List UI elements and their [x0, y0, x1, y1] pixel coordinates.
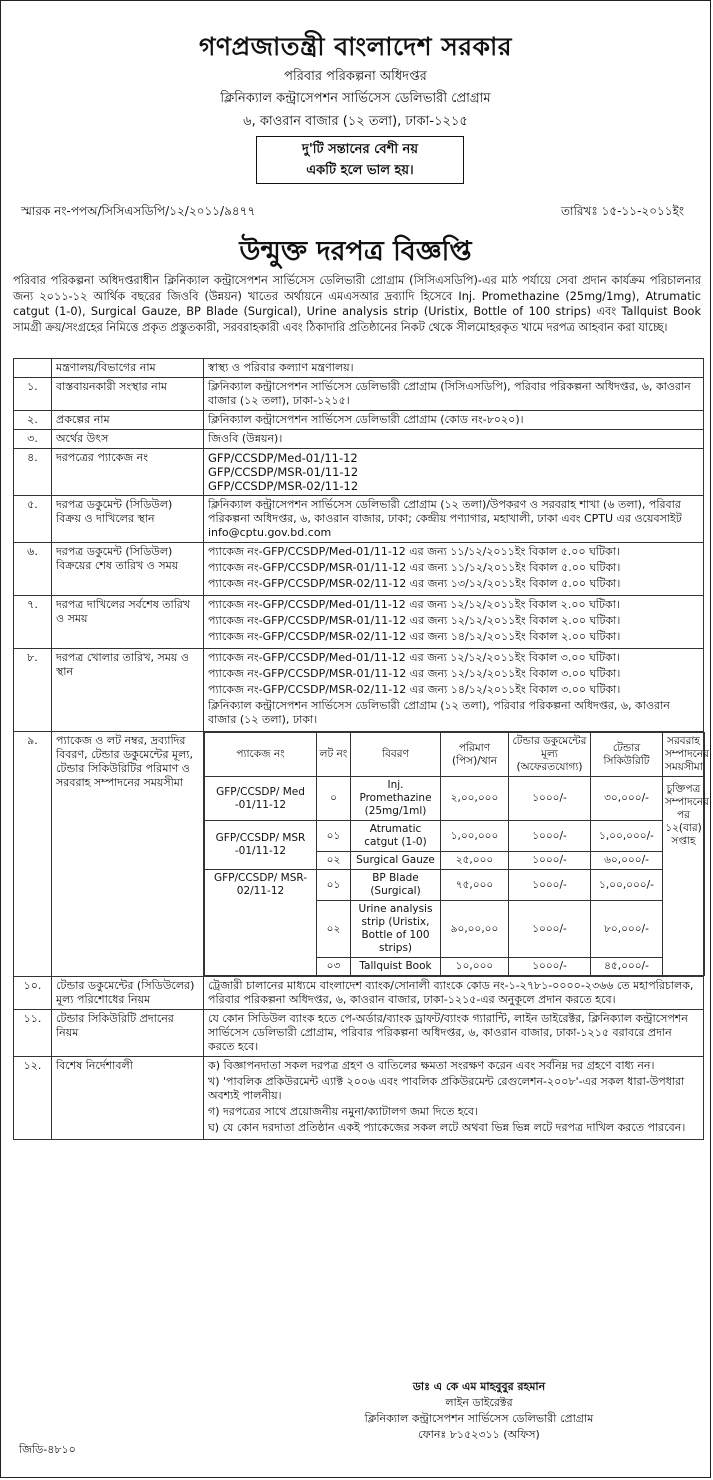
lot-number: ০২: [317, 852, 351, 870]
serial-number: ৩.: [14, 430, 52, 449]
package-table-cell: [204, 732, 709, 977]
schedule-line: প্যাকেজ নং-GFP/CCSDP/Med-01/11-12 এর জন্য ১২/১২/২০১১ইং বিকাল ৩.০০ ঘটিকা।: [208, 651, 620, 664]
table-row: [14, 649, 704, 732]
package-code: GFP/CCSDP/Med-01/11-12: [208, 451, 358, 465]
header-quantity: পরিমাণ (পিস)/খান: [441, 733, 509, 777]
table-row: [14, 1010, 704, 1057]
table-row: [14, 430, 704, 449]
document-price: ১০০০/-: [509, 958, 591, 976]
row-value: জিওবি (উন্নয়ন)।: [204, 430, 704, 449]
item-quantity: ২,০০,০০০: [441, 777, 509, 821]
table-row: [14, 496, 704, 543]
table-row: [14, 378, 704, 411]
directorate-name: পরিবার পরিকল্পনা অধিদপ্তর: [284, 69, 427, 84]
package-code: GFP/CCSDP/ Med -01/11-12: [205, 777, 317, 821]
schedule-line: প্যাকেজ নং-GFP/CCSDP/MSR-01/11-12 এর জন্য ১১/১২/২০১১ইং বিকাল ৫.০০ ঘটিকা।: [208, 561, 621, 574]
header-document-price: টেন্ডার ডকুমেন্টের মূল্য (অফেরতযোগ্য): [509, 733, 591, 777]
row-value: ক্লিনিক্যাল কন্ট্রাসেপশন সার্ভিসেস ডেলিভারী প্রোগ্রাম (সিসিএসডিপি), পরিবার পরিকল্পনা অধিদপ্তর, ৬, কাওরান বাজার (১২ তলা), ঢাকা-১২১৫।: [204, 378, 704, 411]
document-price: ১০০০/-: [509, 777, 591, 821]
row-label: প্যাকেজ ও লট নম্বর, দ্রব্যাদির বিবরণ, টেন্ডার ডকুমেন্টের মূল্য, টেন্ডার সিকিউরিটির পরিমাণ ও সরবরাহ সম্পাদনের সময়সীমা: [52, 732, 204, 977]
package-item-row: [205, 821, 705, 852]
schedule-line: প্যাকেজ নং-GFP/CCSDP/MSR-02/11-12 এর জন্য ১৪/১২/২০১১ইং বিকাল ২.০০ ঘটিকা।: [208, 630, 621, 643]
row-value: যে কোন সিডিউল ব্যাংক হতে পে-অর্ডার/ব্যাংক ড্রাফট/ব্যাংক গ্যারান্টি, লাইন ডাইরেক্টর, ক্লিনিক্যাল কন্ট্রাসেপশন সার্ভিসেস ডেলিভারী প্রোগ্রাম, পরিবার পরিকল্পনা অধিদপ্তর, ৬, কাওরান বাজার, ঢাকা-১২১৫ বরাবরে প্রদান করতে হবে।: [204, 1010, 704, 1057]
row-value: [204, 596, 704, 649]
row-label: বিশেষ নির্দেশাবলী: [52, 1057, 204, 1140]
document-price: ১০০০/-: [509, 901, 591, 958]
serial-number: ৭.: [14, 596, 52, 649]
serial-number: ১.: [14, 378, 52, 411]
row-label: দরপত্র খোলার তারিখ, সময় ও স্থান: [52, 649, 204, 732]
table-row: [14, 359, 704, 378]
table-row: [14, 449, 704, 496]
slogan-box: [256, 136, 464, 184]
instruction-line: খ) 'পাবলিক প্রকিউরমেন্ট এ্যাক্ট ২০০৬ এবং পাবলিক প্রকিউরমেন্ট রেগুলেশন-২০০৮'-এর সকল ধারা-উপধারা অবশ্যই পালনীয়।: [208, 1075, 685, 1102]
item-description: Tallquist Book: [351, 958, 441, 976]
program-name: ক্লিনিক্যাল কন্ট্রাসেপশন সার্ভিসেস ডেলিভারী প্রোগ্রাম: [220, 91, 491, 106]
memo-date: তারিখঃ ১৫-১১-২০১১ইং: [560, 204, 684, 218]
header-delivery-time: সরবরাহ সম্পাদনের সময়সীমা: [663, 733, 705, 777]
signatory-name: ডাঃ এ কে এম মাহবুবুর রহমান: [412, 1380, 546, 1393]
package-item-row: [205, 870, 705, 901]
header-package: প্যাকেজ নং: [205, 733, 317, 777]
table-row: [14, 596, 704, 649]
signatory-designation: লাইন ডাইরেক্টর: [445, 1396, 513, 1409]
serial-number: ২.: [14, 411, 52, 430]
slogan-line-2: একটি হলে ভাল হয়।: [306, 163, 414, 178]
table-row: [14, 977, 704, 1010]
lot-number: ০১: [317, 870, 351, 901]
office-address: ৬, কাওরান বাজার (১২ তলা), ঢাকা-১২১৫: [243, 114, 468, 129]
instruction-line: ঘ) যে কোন দরদাতা প্রতিষ্ঠান একই প্যাকেজের সকল লটে অথবা ভিন্ন ভিন্ন লটে দরপত্র দাখিল করতে পারবেন।: [208, 1121, 686, 1134]
package-header-row: [205, 733, 705, 777]
package-code: GFP/CCSDP/ MSR-02/11-12: [205, 870, 317, 976]
row-value: স্বাস্থ্য ও পরিবার কল্যাণ মন্ত্রণালয়।: [204, 359, 704, 378]
row-label: দরপত্র ডকুমেন্ট (সিডিউল) বিক্রয়ের শেষ তারিখ ও সময়: [52, 543, 204, 596]
row-label: টেন্ডার ডকুমেন্টের (সিডিউলের) মূল্য পরিশোধের নিয়ম: [52, 977, 204, 1010]
schedule-line: ক্লিনিক্যাল কন্ট্রাসেপশন সার্ভিসেস ডেলিভারী প্রোগ্রাম (১২ তলা), পরিবার পরিকল্পনা অধিদপ্তর, ৬, কাওরান বাজার (১২ তলা), ঢাকা।: [208, 699, 670, 726]
instruction-line: ক) বিজ্ঞাপনদাতা সকল দরপত্র গ্রহণ ও বাতিলের ক্ষমতা সংরক্ষণ করেন এবং সর্বনিম্ন দর গ্রহণে বাধ্য নন।: [208, 1059, 655, 1072]
schedule-line: প্যাকেজ নং-GFP/CCSDP/Med-01/11-12 এর জন্য ১২/১২/২০১১ইং বিকাল ২.০০ ঘটিকা।: [208, 598, 620, 611]
tender-security: ১,০০,০০০/-: [591, 870, 663, 901]
row-label: অর্থের উৎস: [52, 430, 204, 449]
package-table: [204, 732, 709, 976]
tender-security: ৩০,০০০/-: [591, 777, 663, 821]
serial-number: ৪.: [14, 449, 52, 496]
signatory-program: ক্লিনিক্যাল কন্ট্রাসেপশন সার্ভিসেস ডেলিভারী প্রোগ্রাম: [364, 1412, 594, 1425]
serial-number: ১১.: [14, 1010, 52, 1057]
signature-block: [329, 1379, 629, 1443]
gd-code: জিডি-৪৮১০: [19, 1443, 76, 1456]
row-label: প্রকল্পের নাম: [52, 411, 204, 430]
document-price: ১০০০/-: [509, 821, 591, 852]
table-row: [14, 732, 704, 977]
row-value: ক্লিনিক্যাল কন্ট্রাসেপশন সার্ভিসেস ডেলিভারী প্রোগ্রাম (১২ তলা)/উপকরণ ও সরবরাহ শাখা (৬ তলা), পরিবার পরিকল্পনা অধিদপ্তর, ৬, কাওরান বাজার, ঢাকা; কেন্দ্রীয় পণ্যাগার, মহাখালী, ঢাকা এবং CPTU এর ওয়েবসাইট info@cptu.gov.bd.com: [204, 496, 704, 543]
table-row: [14, 411, 704, 430]
schedule-line: প্যাকেজ নং-GFP/CCSDP/MSR-01/11-12 এর জন্য ১২/১২/২০১১ইং বিকাল ২.০০ ঘটিকা।: [208, 614, 621, 627]
table-row: [14, 1057, 704, 1140]
item-quantity: ৭৫,০০০: [441, 870, 509, 901]
signatory-phone: ফোনঃ ৮১৫২৩১১ (অফিস): [418, 1428, 540, 1441]
item-description: Urine analysis strip (Uristix, Bottle of 100 strips): [351, 901, 441, 958]
schedule-line: প্যাকেজ নং-GFP/CCSDP/MSR-02/11-12 এর জন্য ১৩/১২/২০১১ইং বিকাল ৫.০০ ঘটিকা।: [208, 577, 621, 590]
schedule-line: প্যাকেজ নং-GFP/CCSDP/Med-01/11-12 এর জন্য ১১/১২/২০১১ইং বিকাল ৫.০০ ঘটিকা।: [208, 545, 620, 558]
package-code: GFP/CCSDP/MSR-02/11-12: [208, 479, 359, 493]
document-price: ১০০০/-: [509, 852, 591, 870]
row-label: বাস্তবায়নকারী সংস্থার নাম: [52, 378, 204, 411]
header-description: বিবরণ: [351, 733, 441, 777]
row-value: [204, 543, 704, 596]
lot-number: ০৩: [317, 958, 351, 976]
serial-number: ৮.: [14, 649, 52, 732]
header-security: টেন্ডার সিকিউরিটি: [591, 733, 663, 777]
serial-number: ৫.: [14, 496, 52, 543]
tender-security: ৬০,০০০/-: [591, 852, 663, 870]
item-quantity: ২৫,০০০: [441, 852, 509, 870]
row-value: ক্লিনিক্যাল কন্ট্রাসেপশন সার্ভিসেস ডেলিভারী প্রোগ্রাম (কোড নং-৮০২০)।: [204, 411, 704, 430]
tender-security: ৮০,০০০/-: [591, 901, 663, 958]
notice-title: উন্মুক্ত দরপত্র বিজ্ঞপ্তি: [239, 236, 472, 267]
tender-security: ১,০০,০০০/-: [591, 821, 663, 852]
package-code: GFP/CCSDP/MSR-01/11-12: [208, 465, 359, 479]
lot-number: ০: [317, 777, 351, 821]
intro-paragraph: পরিবার পরিকল্পনা অধিদপ্তরাধীন ক্লিনিক্যাল কন্ট্রাসেপশন সার্ভিসেস ডেলিভারী প্রোগ্রাম (সিসিএসডিপি)-এর মাঠ পর্যায়ে সেবা প্রদান কার্যক্রম পরিচালনার জন্য ২০১১-১২ আর্থিক বছরের জিওবি (উন্নয়ন) খাতের অর্থায়নে এমএসআর দ্রব্যাদি হিসেবে Inj. Promethazine (25mg/1mg), Atrumatic catgut (1-0), Surgical Gauze, BP Blade (Surgical), Urine analysis strip (Uristix, Bottle of 100 strips) এবং Tallquist Book সামগ্রী ক্রয়/সংগ্রহের নিমিত্তে প্রকৃত প্রস্তুতকারী, সরবরাহকারী এবং ঠিকাদারি প্রতিষ্ঠানের নিকট থেকে সীলমোহরকৃত খামে দরপত্র আহবান করা যাচ্ছে।: [13, 274, 701, 334]
lot-number: ০২: [317, 901, 351, 958]
schedule-line: প্যাকেজ নং-GFP/CCSDP/MSR-02/11-12 এর জন্য ১৪/১২/২০১১ইং বিকাল ৩.০০ ঘটিকা।: [208, 683, 621, 696]
row-label: দরপত্রের প্যাকেজ নং: [52, 449, 204, 496]
row-label: দরপত্র দাখিলের সর্বশেষ তারিখ ও সময়: [52, 596, 204, 649]
item-quantity: ৯০,০০,০০: [441, 901, 509, 958]
row-value: [204, 649, 704, 732]
package-code: GFP/CCSDP/ MSR -01/11-12: [205, 821, 317, 870]
serial-number: ১২.: [14, 1057, 52, 1140]
row-value: ট্রেজারী চালানের মাধ্যমে বাংলাদেশ ব্যাংক/সোনালী ব্যাংকে কোড নং-১-২৭৮১-০০০০-২৩৬৬ তে মহাপরিচালক, পরিবার পরিকল্পনা অধিদপ্তর, ৬, কাওরান বাজার, ঢাকা-১২১৫-এর অনুকূলে প্রদান করতে হবে।: [204, 977, 704, 1010]
delivery-time: চুক্তিপত্র সম্পাদনের পর ১২(বার) সপ্তাহ: [663, 777, 705, 976]
item-description: Inj. Promethazine (25mg/1ml): [351, 777, 441, 821]
row-label: দরপত্র ডকুমেন্ট (সিডিউল) বিক্রয় ও দাখিলের স্থান: [52, 496, 204, 543]
package-codes: [204, 449, 704, 496]
lot-number: ০১: [317, 821, 351, 852]
instruction-line: গ) দরপত্রের সাথে প্রয়োজনীয় নমুনা/ক্যাটালগ জমা দিতে হবে।: [208, 1105, 478, 1118]
document-price: ১০০০/-: [509, 870, 591, 901]
serial-number: ১০.: [14, 977, 52, 1010]
row-label: টেন্ডার সিকিউরিটি প্রদানের নিয়ম: [52, 1010, 204, 1057]
item-description: Atrumatic catgut (1-0): [351, 821, 441, 852]
header-lot: লট নং: [317, 733, 351, 777]
government-title: গণপ্রজাতন্ত্রী বাংলাদেশ সরকার: [199, 32, 512, 61]
slogan-line-1: দু'টি সন্তানের বেশী নয়: [302, 142, 418, 157]
schedule-line: প্যাকেজ নং-GFP/CCSDP/MSR-01/11-12 এর জন্য ১২/১২/২০১১ইং বিকাল ৩.০০ ঘটিকা।: [208, 667, 621, 680]
package-item-row: [205, 777, 705, 821]
row-label: মন্ত্রণালয়/বিভাগের নাম: [52, 359, 204, 378]
serial-number: ৬.: [14, 543, 52, 596]
row-value: [204, 1057, 704, 1140]
serial-number: ৯.: [14, 732, 52, 977]
item-description: Surgical Gauze: [351, 852, 441, 870]
item-quantity: ১,০০,০০০: [441, 821, 509, 852]
tender-security: ৪৫,০০০/-: [591, 958, 663, 976]
tender-details-table: [13, 358, 709, 1140]
item-quantity: ১০,০০০: [441, 958, 509, 976]
memo-number: স্মারক নং-পপঅ/সিসিএসডিপি/১২/২০১১/৯৪৭৭: [21, 204, 256, 218]
table-row: [14, 543, 704, 596]
item-description: BP Blade (Surgical): [351, 870, 441, 901]
